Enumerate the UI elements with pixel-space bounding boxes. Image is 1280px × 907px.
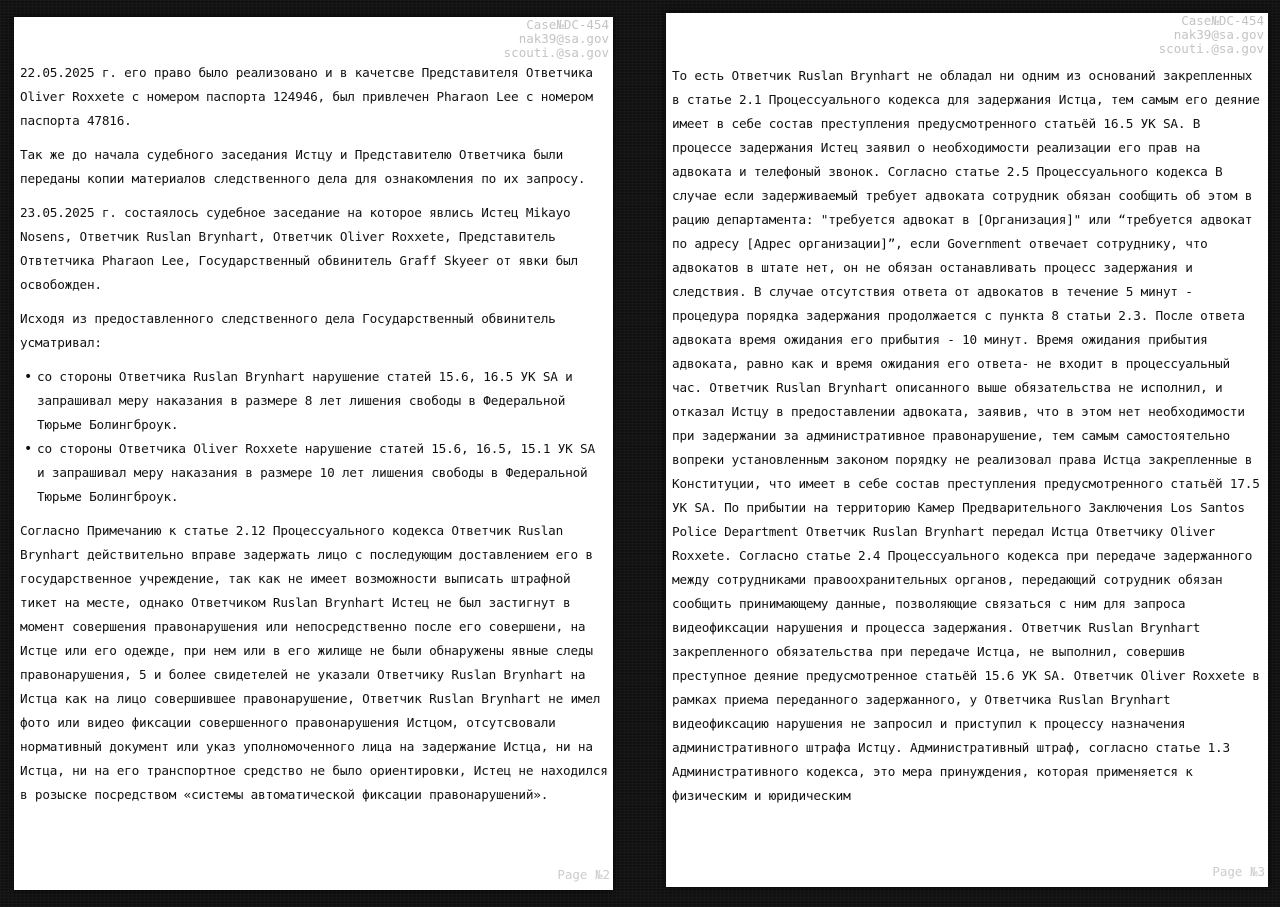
list-item: • со стороны Ответчика Ruslan Brynhart нарушение статей 15.6, 16.5 УК SA и запрашивал меру наказания в размере 8 лет лишения свободы в Федеральной Тюрьме Болингброук. bbox=[20, 365, 609, 437]
header-email-1: nak39@sa.gov bbox=[518, 31, 609, 46]
paragraph: Исходя из предоставленного следственного дела Государственный обвинитель усматривал: bbox=[20, 311, 556, 350]
header-email-2: scouti.@sa.gov bbox=[1158, 41, 1264, 56]
paragraph: 23.05.2025 г. состаялось судебное заседание на которое явлись Истец Mikayo Nosens, Ответчик Ruslan Brynhart, Ответчик Oliver Roxxete, Представитель Отвтетчика Pharaon Lee, Государственный обвинитель Graff Skyeer от явки был освобожден. bbox=[20, 205, 578, 292]
page-header bbox=[1159, 14, 1264, 56]
document-page-2 bbox=[14, 17, 613, 890]
page-header bbox=[504, 18, 609, 60]
page-number: Page №3 bbox=[1212, 864, 1265, 879]
case-number: Case№DC-454 bbox=[526, 17, 609, 32]
paragraph: Так же до начала судебного заседания Истцу и Представителю Ответчика были переданы копии материалов следственного дела для ознакомления по их запросу. bbox=[20, 147, 586, 186]
document-page-3 bbox=[666, 13, 1268, 887]
paragraph: То есть Ответчик Ruslan Brynhart не обладал ни одним из оснований закрепленных в статье 2.1 Процессуального кодекса для задержания Истца, тем самым его деяние имеет в себе состав преступления предусмотренного статьёй 16.5 УК SA. В процессе задержания Истец заявил о необходимости реализации его прав на адвоката и телефоный звонок. Согласно статье 2.5 Процессуального кодекса В случае если задерживаемый требует адвоката сотрудник обязан сообщить об этом в рацию департамента: "требуется адвокат в [Организация]" или “требуется адвокат по адресу [Адрес организации]”, если Government отвечает сотруднику, что адвокатов в штате нет, он не обязан останавливать процесс задержания и следствия. В случае отсутствия ответа от адвокатов в течение 5 минут - процедура порядка задержания продолжается с пункта 8 статьи 2.3. После ответа адвоката время ожидания его прибытия - 10 минут. Время ожидания прибытия адвоката, равно как и время ожидания его ответа- не входит в процессуальный час. Ответчик Ruslan Brynhart описанного выше обязательства не исполнил, и отказал Истцу в предоставлении адвоката, заявив, что в этом нет необходимости при задержании за административное правонарушение, тем самым самостоятельно вопреки установленным законом порядку не реализовал права Истца закрепленные в Конституции, что имеет в себе состав преступления предусмотренного статьёй 17.5 УК SA. По прибытии на территорию Камер Предварительного Заключения Los Santos Police Department Ответчик Ruslan Brynhart передал Истца Ответчику Oliver Roxxete. Согласно статье 2.4 Процессуального кодекса при передаче задержанного между сотрудниками правоохранительных органов, передающий сотрудник обязан сообщить принимающему данные, позволяющие связаться с ним для запроса видеофиксации нарушения и процесса задержания. Ответчик Ruslan Brynhart закрепленного обязательства при передаче Истца, не выполнил, совершив преступное деяние предусмотренное статьёй 15.6 УК SA. Ответчик Oliver Roxxete в рамках приема переданного задержанного, у Ответчика Ruslan Brynhart видеофиксацию нарушения не запросил и приступил к процессу назначения административного штрафа Истцу. Административный штраф, согласно статье 1.3 Административного кодекса, это мера принуждения, которая применяется к физическим и юридическим bbox=[672, 68, 1260, 803]
header-email-1: nak39@sa.gov bbox=[1173, 27, 1264, 42]
bullet-list bbox=[20, 365, 609, 509]
page-number: Page №2 bbox=[557, 867, 610, 882]
case-number: Case№DC-454 bbox=[1181, 13, 1264, 28]
page-content bbox=[672, 64, 1264, 818]
list-item: • со стороны Ответчика Oliver Roxxete нарушение статей 15.6, 16.5, 15.1 УК SA и запрашивал меру наказания в размере 10 лет лишения свободы в Федеральной Тюрьме Болингброук. bbox=[20, 437, 609, 509]
page-content bbox=[20, 61, 609, 817]
header-email-2: scouti.@sa.gov bbox=[503, 45, 609, 60]
paragraph: Согласно Примечанию к статье 2.12 Процессуального кодекса Ответчик Ruslan Brynhart действительно вправе задержать лицо с последующим доставлением его в государственное учреждение, так как не имеет возможности выписать штрафной тикет на месте, однако Ответчиком Ruslan Brynhart Истец не был застигнут в момент совершения правонарушения или непосредственно после его совершени, на Истце или его одежде, при нем или в его жилище не были обнаружены явные следы правонарушения, 5 и более свидетелей не указали Ответчику Ruslan Brynhart на Истца как на лицо совершившее правонарушение, Ответчик Ruslan Brynhart не имел фото или видео фиксации совершенного правонарушения Истцом, отсутсвовали нормативный документ или указ уполномоченного лица на задержание Истца, ни на Истца, ни на его транспортное средство не было ориентировки, Истец не находился в розыске посредством «системы автоматической фиксации правонарушений». bbox=[20, 523, 608, 802]
paragraph: 22.05.2025 г. его право было реализовано и в качетсве Представителя Ответчика Oliver Roxxete с номером паспорта 124946, был привлечен Pharaon Lee с номером паспорта 47816. bbox=[20, 65, 593, 128]
